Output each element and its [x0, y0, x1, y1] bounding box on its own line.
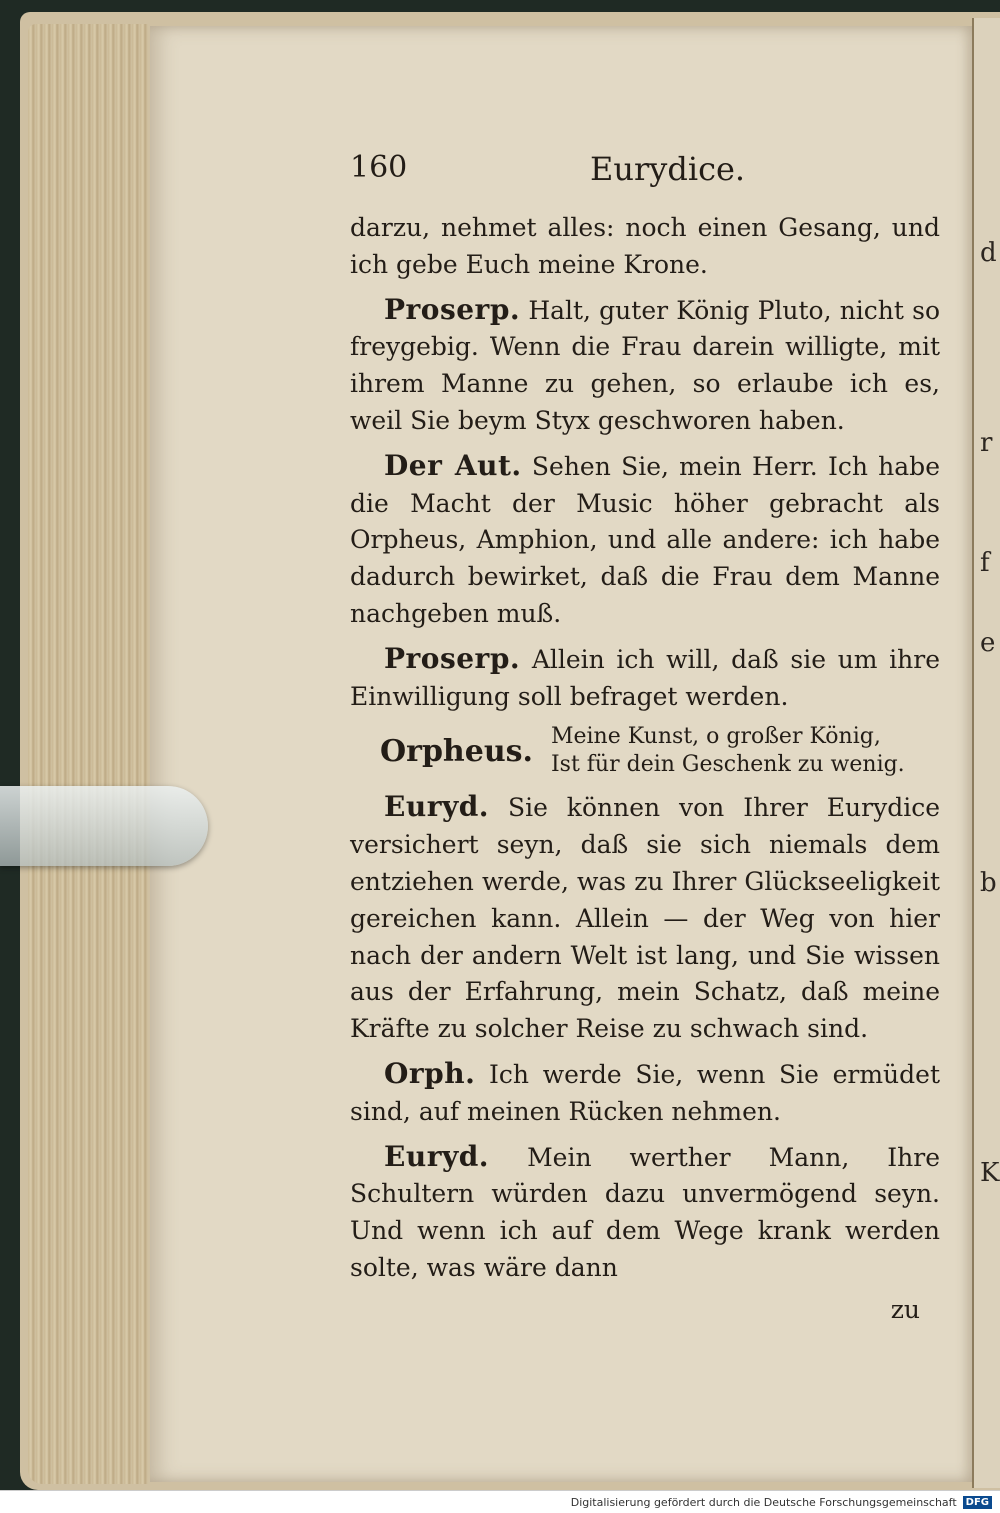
dfg-logo: DFG [963, 1496, 992, 1509]
page-text [350, 150, 940, 1324]
verse-line: Meine Kunst, o großer König, [550, 724, 881, 750]
funding-notice: Digitalisierung gefördert durch die Deutsche Forschungsgemeinschaft [570, 1495, 957, 1509]
paragraph-text: Allein ich will, daß sie um ihre Einwilligung soll befraget werden. [350, 644, 940, 711]
facing-page-fragment: d [980, 238, 997, 268]
footer-bar [0, 1490, 1000, 1513]
facing-page-fragment: b [980, 868, 997, 898]
speaker-name: Proserp. [384, 641, 521, 675]
speaker-name: Proserp. [384, 292, 521, 326]
verse-lines [551, 723, 905, 779]
speaker-name: Orph. [384, 1056, 476, 1090]
paragraph [350, 641, 940, 716]
speaker-name: Euryd. [384, 790, 490, 824]
paragraph [350, 448, 940, 633]
page-clip [0, 786, 208, 866]
paragraph-text: Sehen Sie, mein Herr. Ich habe die Macht der Music höher gebracht als Orpheus, Amphion, und alle andere: ich habe dadurch bewirket, daß die Frau dem Manne nachgeben muß. [350, 451, 940, 628]
speaker-name: Orpheus. [380, 733, 533, 769]
paragraph-text: darzu, nehmet alles: noch einen Gesang, und ich gebe Euch meine Krone. [350, 213, 940, 279]
paragraph [350, 292, 940, 440]
page-edges [28, 24, 148, 1484]
facing-page-fragment: K [980, 1158, 1000, 1188]
facing-page-fragment: r [980, 428, 993, 458]
page-number: 160 [350, 150, 408, 185]
facing-page-fragment: f [980, 548, 990, 578]
paragraph-text: Halt, guter König Pluto, nicht so freygebig. Wenn die Frau darein willigte, mit ihrem Manne zu gehen, so erlaube ich es, weil Sie beym Styx geschworen haben. [350, 295, 940, 435]
paragraph [350, 789, 940, 1048]
paragraph-text: Ich werde Sie, wenn Sie ermüdet sind, auf meinen Rücken nehmen. [350, 1059, 940, 1126]
verse-block [380, 723, 940, 779]
speaker-name: Der Aut. [384, 448, 522, 482]
paragraph [350, 1139, 940, 1287]
verse-line: Ist für dein Geschenk zu wenig. [550, 752, 905, 778]
paragraph-text: Mein werther Mann, Ihre Schultern würden dazu unvermögend seyn. Und wenn ich auf dem Wege krank werden solte, was wäre dann [350, 1142, 940, 1282]
speaker-name: Euryd. [384, 1139, 490, 1173]
running-head [350, 150, 940, 210]
paragraph [350, 1056, 940, 1131]
facing-page-fragment: e [980, 628, 996, 658]
running-title: Eurydice. [590, 150, 746, 188]
paragraph-text: Sie können von Ihrer Eurydice versichert seyn, daß sie sich niemals dem entziehen werde, was zu Ihrer Glückseeligkeit gereichen kann. Allein — der Weg von hier nach der andern Welt ist lang, und Sie wissen aus der Erfahrung, mein Schatz, daß meine Kräfte zu solcher Reise zu schwach sind. [350, 793, 941, 1044]
paragraph [350, 210, 940, 284]
facing-page-edge [972, 18, 1000, 1488]
catchword: zu [890, 1294, 920, 1324]
